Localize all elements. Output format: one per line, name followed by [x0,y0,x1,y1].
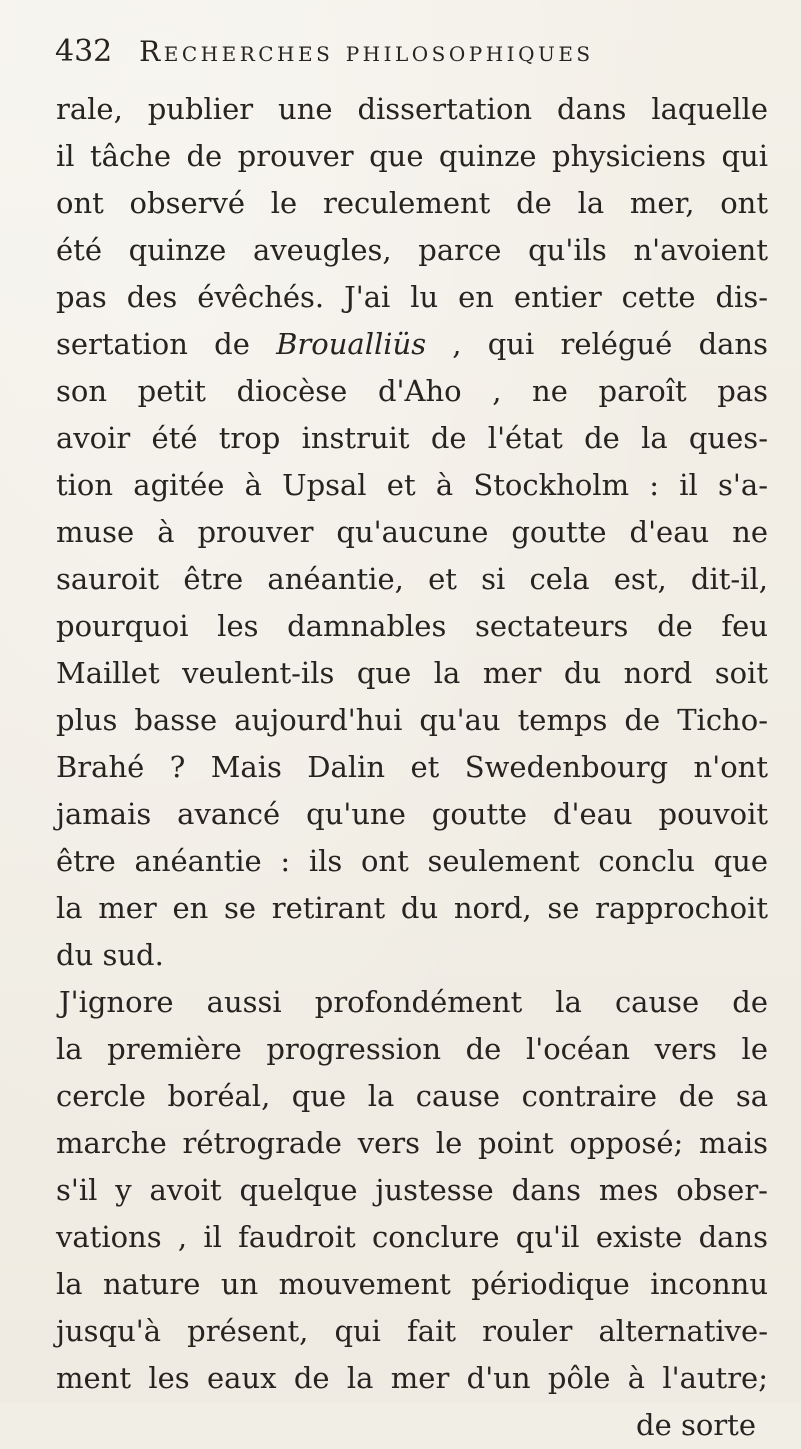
text-line: rale, publier une dissertation dans laquelle [56,92,768,126]
text-line: la nature un mouvement périodique inconnu [56,1267,768,1301]
text-line: son petit diocèse d'Aho , ne paroît pas [56,374,768,408]
text-line: muse à prouver qu'aucune goutte d'eau ne [56,515,768,549]
text-line: être anéantie : ils ont seulement conclu que [56,844,768,878]
text-line [56,321,768,368]
catchword: de sorte [636,1408,756,1442]
text-line: Brahé ? Mais Dalin et Swedenbourg n'ont [56,750,768,784]
text-line: ont observé le reculement de la mer, ont [56,186,768,220]
body-text [56,86,768,1449]
text-line: pourquoi les damnables sectateurs de feu [56,609,768,643]
text-line: J'ignore aussi profondément la cause de [59,985,768,1019]
text-line: marche rétrograde vers le point opposé; mais [56,1126,768,1160]
text-span: , qui relégué dans [426,327,768,361]
text-line: s'il y avoit quelque justesse dans mes obser- [56,1173,768,1207]
text-line: sauroit être anéantie, et si cela est, dit-il, [56,562,768,596]
italic-name: Broualliüs [276,327,427,361]
text-line: jusqu'à présent, qui fait rouler alternative- [56,1314,768,1348]
text-line: ment les eaux de la mer d'un pôle à l'autre; [56,1361,768,1395]
text-line: du sud. [56,938,164,972]
text-line: tion agitée à Upsal et à Stockholm : il s'a- [56,468,768,502]
text-line: avoir été trop instruit de l'état de la ques- [56,421,768,455]
text-line: vations , il faudroit conclure qu'il existe dans [56,1220,768,1254]
text-span: sertation de [56,327,277,361]
text-line: plus basse aujourd'hui qu'au temps de Ticho- [56,703,768,737]
text-line: la mer en se retirant du nord, se rapprochoit [56,891,768,925]
page-number: 432 [55,34,113,69]
text-line: il tâche de prouver que quinze physiciens qui [56,139,768,173]
text-line: Maillet veulent-ils que la mer du nord soit [56,656,768,690]
text-line: jamais avancé qu'une goutte d'eau pouvoit [56,797,768,831]
running-head [55,34,765,82]
running-title: Recherches philosophiques [139,35,594,68]
text-line: pas des évêchés. J'ai lu en entier cette dis- [56,280,768,314]
text-line: été quinze aveugles, parce qu'ils n'avoient [56,233,768,267]
text-line: cercle boréal, que la cause contraire de sa [56,1079,768,1113]
text-line: la première progression de l'océan vers le [56,1032,768,1066]
